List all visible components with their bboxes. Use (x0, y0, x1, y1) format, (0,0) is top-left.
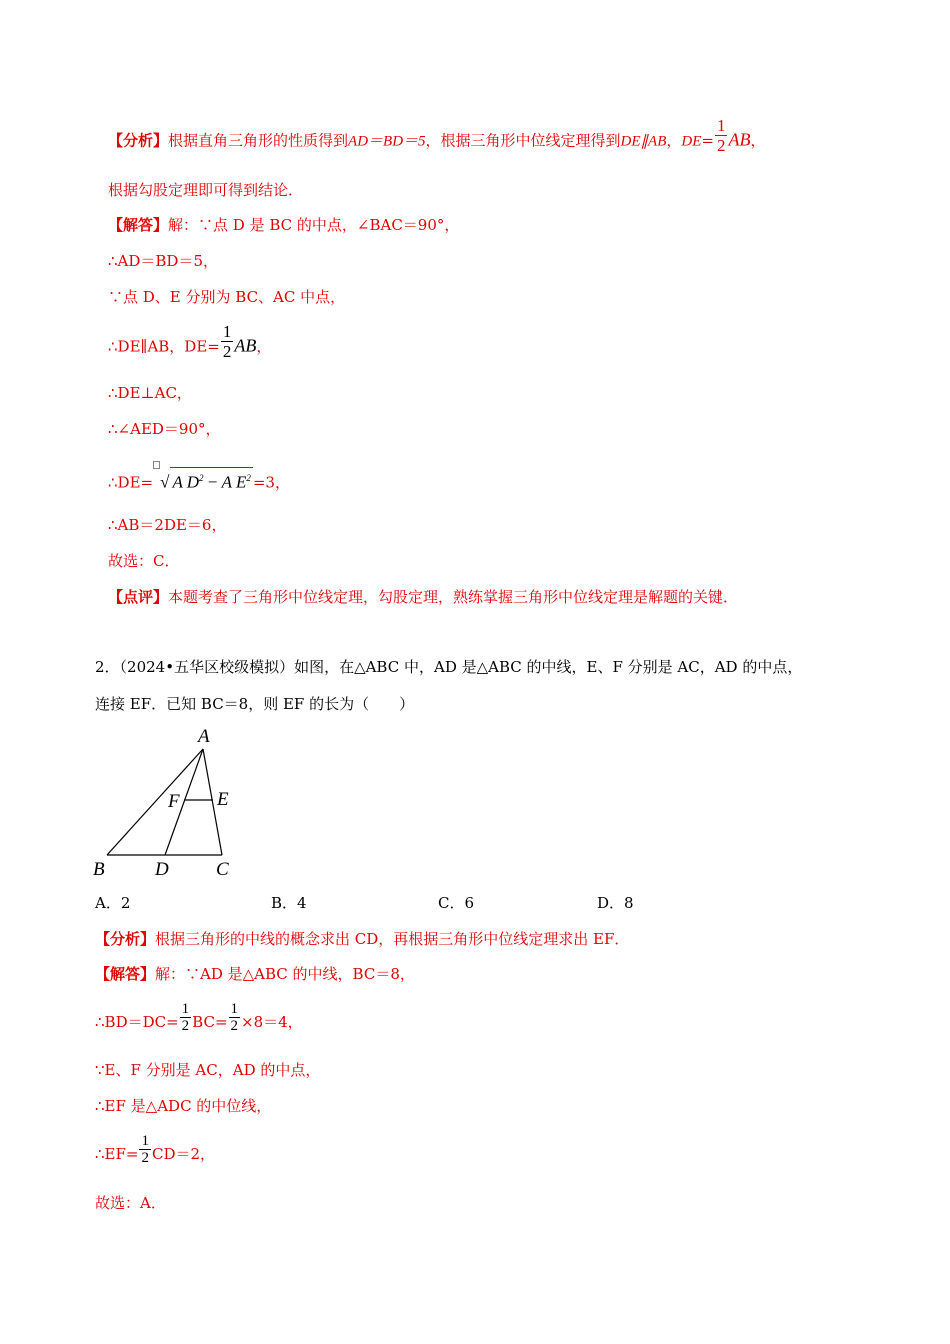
q2-frac3-den: 2 (141, 1149, 149, 1166)
q2-frac2-num: 1 (230, 1000, 239, 1017)
q2-answer-line4: ∴EF 是△ADC 的中位线， (95, 1097, 272, 1115)
q2-l2-post: ×8＝4， (241, 1013, 303, 1031)
radicand-minus: − (203, 472, 222, 492)
q2-frac1-den: 2 (181, 1017, 190, 1034)
option-c[interactable]: C．6 (438, 894, 475, 912)
option-a[interactable]: A．2 (95, 894, 131, 912)
analysis-sep: ， (666, 131, 682, 150)
analysis-text-2: ，根据三角形中位线定理得到 (425, 131, 621, 150)
label-e: E (217, 789, 229, 810)
q1-analysis-line (108, 116, 766, 155)
fraction-numerator-2: 1 (222, 322, 232, 341)
q2-analysis-text: 根据三角形的中线的概念求出 CD，再根据三角形中位线定理求出 EF． (155, 930, 630, 948)
label-c: C (216, 859, 229, 880)
q2-answer-line2 (95, 1000, 303, 1034)
square-root (160, 467, 253, 493)
q2-analysis-tag: 【分析】 (95, 930, 156, 948)
analysis-ab: AB (728, 129, 751, 150)
q1-analysis-line2: 根据勾股定理即可得到结论． (108, 181, 304, 199)
q1-answer-line4 (108, 322, 272, 361)
q1-answer-line8: ∴AB＝2DE＝6， (108, 516, 227, 534)
comment-text: 本题考查了三角形中位线定理，勾股定理，熟练掌握三角形中位线定理是解题的关键． (168, 588, 739, 606)
q2-frac1-num: 1 (181, 1000, 190, 1017)
q1-answer-line5: ∴DE⊥AC， (108, 384, 192, 402)
q1-answer-line7 (108, 467, 290, 493)
triangle-figure (90, 722, 240, 882)
q2-answer-l1: 解：∵AD 是△ABC 的中线，BC＝8， (155, 965, 415, 983)
q2-answer-line6: 故选：A． (95, 1194, 166, 1212)
q1-answer-line1 (108, 215, 459, 235)
analysis-math-2: DE∥AB (620, 133, 667, 150)
q2-answer-line3: ∵E、F 分别是 AC，AD 的中点， (95, 1061, 321, 1079)
answer-l4-pre: ∴DE∥AB，DE= (108, 337, 220, 356)
q2-l2-mid: BC= (192, 1013, 228, 1031)
q2-l5-post: CD＝2， (151, 1145, 216, 1163)
q2-l2-pre: ∴BD＝DC= (95, 1013, 179, 1031)
q1-answer-line3: ∵点 D、E 分别为 BC、AC 中点， (108, 288, 346, 306)
q2-fraction-3 (139, 1133, 151, 1166)
q2-answer-line1 (95, 964, 415, 984)
label-a: A (198, 726, 210, 747)
radical-sign-icon: √ (160, 472, 170, 492)
answer-l7-post: =3， (252, 473, 290, 492)
q2-frac3-num: 1 (141, 1132, 149, 1149)
q2-fraction-2 (229, 1001, 241, 1034)
q2-answer-tag: 【解答】 (95, 965, 156, 983)
analysis-eq: = (701, 131, 714, 150)
radicand-ae-exp: 2 (246, 473, 251, 483)
radicand (170, 467, 252, 493)
fraction-denominator-2: 2 (222, 342, 232, 361)
analysis-math-1: AD＝BD＝5 (348, 133, 426, 150)
q2-frac2-den: 2 (230, 1017, 239, 1034)
answer-l4-post: ， (256, 337, 272, 356)
option-d[interactable]: D．8 (597, 894, 634, 912)
label-b: B (93, 859, 105, 880)
label-d: D (155, 859, 169, 880)
q1-comment-line (108, 587, 738, 607)
analysis-comma: ， (750, 131, 766, 150)
answer-l1: 解：∵点 D 是 BC 的中点，∠BAC＝90°， (168, 216, 460, 234)
q2-l5-pre: ∴EF= (95, 1145, 139, 1163)
fraction-denominator: 2 (716, 136, 726, 155)
q2-stem-line2: 连接 EF．已知 BC＝8，则 EF 的长为（ ） (95, 695, 415, 713)
q1-answer-line2: ∴AD＝BD＝5， (108, 252, 218, 270)
answer-l4-ab: AB (234, 335, 257, 356)
fraction-half (715, 116, 728, 155)
side-ab (107, 749, 203, 855)
answer-tag: 【解答】 (108, 216, 169, 234)
analysis-math-3: DE (681, 133, 702, 150)
radicand-ad: A D (172, 472, 200, 492)
answer-l7-pre: ∴DE= (108, 473, 154, 492)
fraction-half-2 (221, 322, 234, 361)
fraction-numerator: 1 (716, 116, 726, 135)
radicand-ae: A E (221, 472, 247, 492)
radicand-ad-exp: 2 (199, 473, 204, 483)
q2-analysis-line (95, 929, 629, 949)
q2-stem-line1: 2．（2024•五华区校级模拟）如图，在△ABC 中，AD 是△ABC 的中线，E、F 分别是 AC，AD 的中点， (95, 658, 803, 676)
q2-fraction-1 (180, 1001, 192, 1034)
placeholder-box-icon (153, 461, 160, 469)
analysis-text: 根据直角三角形的性质得到 (168, 131, 349, 150)
q1-answer-line6: ∴∠AED＝90°， (108, 420, 221, 438)
label-f: F (168, 791, 180, 812)
comment-tag: 【点评】 (108, 588, 169, 606)
q1-answer-line9: 故选：C． (108, 552, 180, 570)
option-b[interactable]: B．4 (271, 894, 307, 912)
analysis-tag: 【分析】 (108, 131, 169, 150)
q2-answer-line5 (95, 1132, 216, 1166)
